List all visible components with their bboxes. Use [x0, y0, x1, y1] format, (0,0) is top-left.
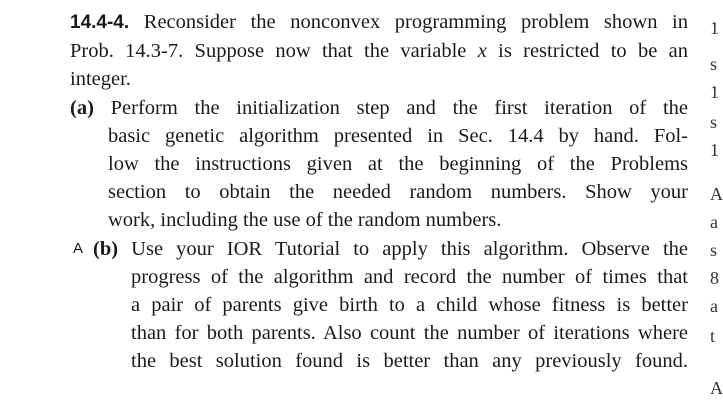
part-b-line-1 — [70, 235, 688, 263]
problem-14-4-4 — [70, 8, 688, 376]
problem-intro-line-3: integer. — [70, 68, 131, 91]
margin-fragment: 1 — [710, 140, 719, 160]
part-b-line-5: the best solution found is better than any previously found. — [131, 350, 688, 373]
part-b-line-3: a pair of parents give birth to a child whose fitness is better — [131, 294, 688, 317]
problem-intro-line-1 — [70, 8, 688, 37]
intro-text-1: Reconsider the nonconvex programming problem shown in — [143, 11, 688, 33]
problem-number: 14.4-4. — [70, 12, 130, 33]
margin-fragment: A — [710, 184, 723, 204]
part-b-label: (b) — [93, 237, 119, 260]
variable-x: x — [477, 40, 487, 63]
part-a-line-4: section to obtain the needed random numbers. Show your — [108, 181, 688, 204]
margin-fragment: a — [710, 212, 718, 232]
margin-fragment: t — [710, 326, 716, 346]
part-a-line-3: low the instructions given at the beginning of the Problems — [108, 153, 688, 176]
intro-text-2a: Prob. 14.3-7. Suppose now that the variable — [70, 40, 478, 63]
part-a-label: (a) — [70, 96, 94, 119]
part-b-line-2: progress of the algorithm and record the number of times that — [131, 265, 688, 288]
part-a-text-1: Perform the initialization step and the first iteration of the — [110, 96, 688, 119]
margin-fragment: 1 — [710, 82, 719, 102]
margin-fragment: a — [710, 296, 718, 316]
margin-fragment: 8 — [710, 268, 719, 288]
margin-fragment: s — [710, 112, 718, 132]
right-margin-fragments — [708, 0, 723, 400]
margin-fragment: A — [710, 378, 723, 398]
part-a-line-1 — [70, 94, 688, 122]
problem-intro-line-2 — [70, 37, 688, 65]
part-a-line-5: work, including the use of the random numbers. — [108, 209, 502, 232]
tutorial-marker-a: A — [73, 240, 84, 257]
margin-fragment: s — [710, 54, 718, 74]
part-b-line-4: than for both parents. Also count the number of iterations where — [131, 322, 688, 345]
margin-fragment: 1 — [710, 18, 719, 38]
intro-text-2b: is restricted to be an — [486, 40, 688, 63]
margin-fragment: s — [710, 240, 718, 260]
part-b-text-1: Use your IOR Tutorial to apply this algorithm. Observe the — [131, 237, 688, 260]
part-a-line-2: basic genetic algorithm presented in Sec. 14.4 by hand. Fol- — [108, 124, 688, 147]
